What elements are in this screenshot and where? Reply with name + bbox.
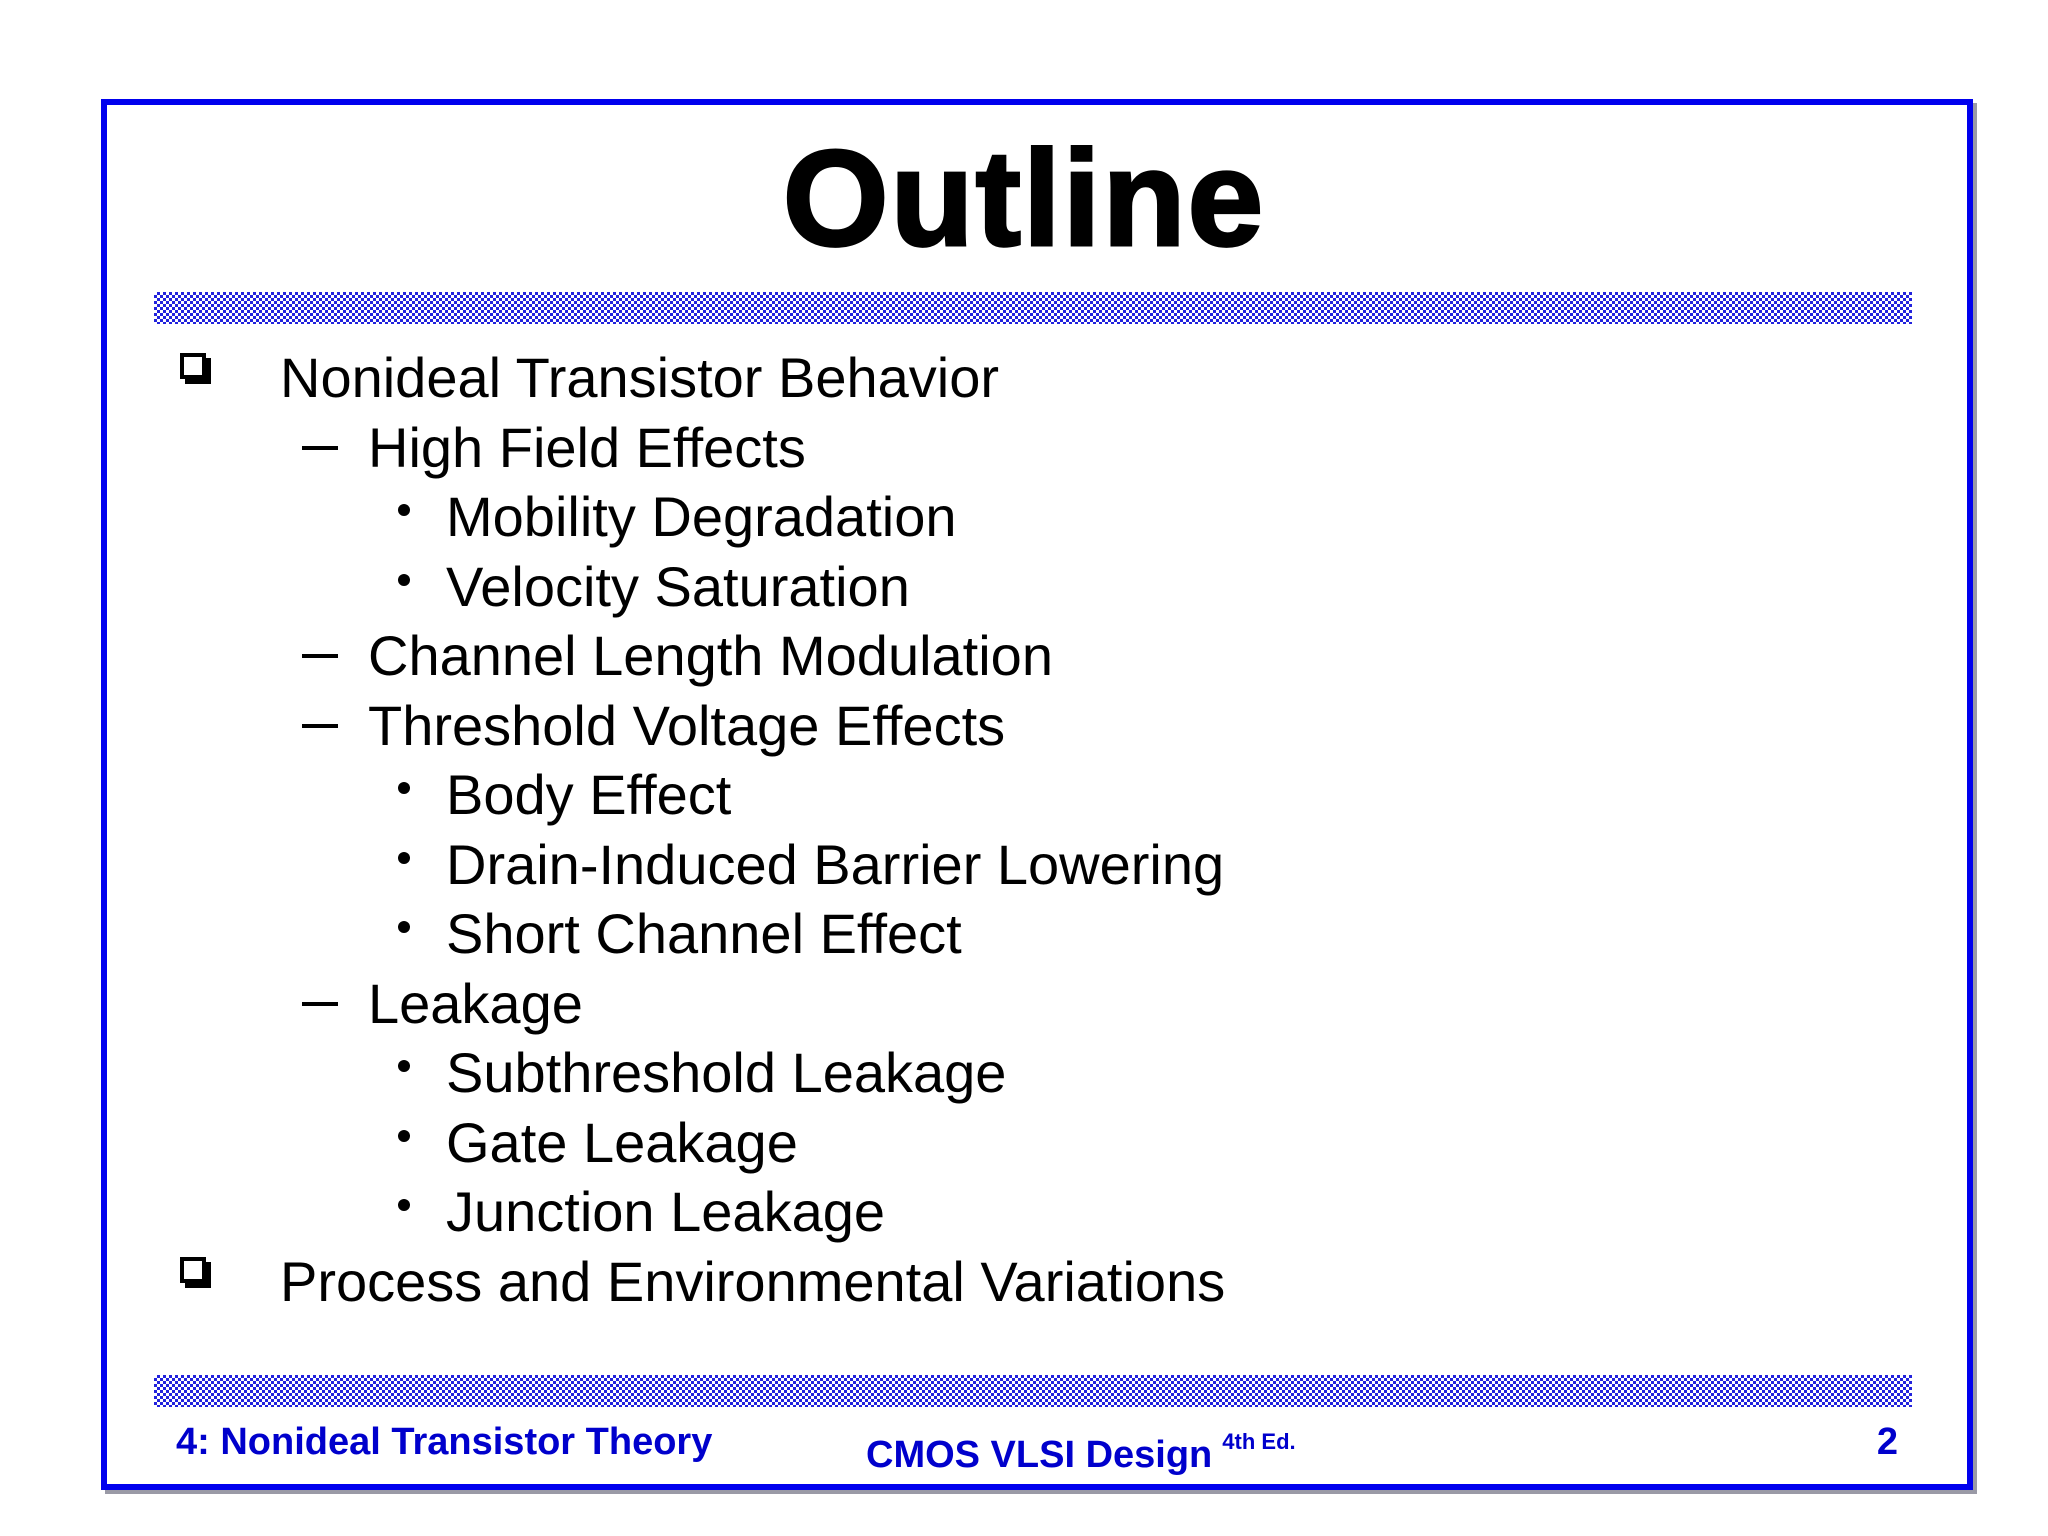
dot-bullet-icon	[398, 782, 410, 794]
footer-edition: 4th Ed.	[1222, 1429, 1296, 1454]
page-number: 2	[1876, 1421, 1898, 1463]
slide-title: Outline	[782, 122, 1266, 274]
outline-item-text: Junction Leakage	[446, 1180, 886, 1243]
footer-divider	[154, 1375, 1912, 1407]
dot-bullet-icon	[398, 574, 410, 586]
dash-bullet-icon	[302, 446, 338, 450]
outline-item-text: Leakage	[368, 971, 583, 1035]
outline-item-text: Channel Length Modulation	[368, 624, 1053, 687]
dot-bullet-icon	[398, 504, 410, 516]
outline-item-text: Short Channel Effect	[446, 902, 962, 965]
outline-item-text: Drain-Induced Barrier Lowering	[446, 832, 1225, 896]
outline-item-text: Velocity Saturation	[446, 554, 910, 618]
dot-bullet-icon	[398, 921, 410, 933]
checkbox-bullet-icon	[180, 1257, 206, 1283]
checkbox-bullet-icon	[180, 353, 206, 379]
footer-course-title	[866, 1415, 1296, 1476]
dot-bullet-icon	[398, 852, 410, 864]
footer-lecture-title: 4: Nonideal Transistor Theory	[176, 1421, 713, 1463]
title-divider	[154, 292, 1912, 324]
outline-item-text: Nonideal Transistor Behavior	[280, 346, 1000, 409]
footer-course-name: CMOS VLSI Design	[866, 1434, 1213, 1476]
outline-item-text: Body Effect	[446, 763, 732, 826]
dot-bullet-icon	[398, 1130, 410, 1142]
outline-item-text: Mobility Degradation	[446, 485, 957, 548]
outline-item-text: Threshold Voltage Effects	[368, 693, 1006, 757]
dash-bullet-icon	[302, 724, 338, 728]
dot-bullet-icon	[398, 1060, 410, 1072]
outline-item-text: Subthreshold Leakage	[446, 1041, 1007, 1104]
dash-bullet-icon	[302, 1002, 338, 1006]
dash-bullet-icon	[302, 654, 338, 658]
outline-item-text: Gate Leakage	[446, 1110, 798, 1174]
outline-item-text: High Field Effects	[368, 415, 806, 479]
outline-item-text: Process and Environmental Variations	[280, 1249, 1226, 1313]
dot-bullet-icon	[398, 1199, 410, 1211]
